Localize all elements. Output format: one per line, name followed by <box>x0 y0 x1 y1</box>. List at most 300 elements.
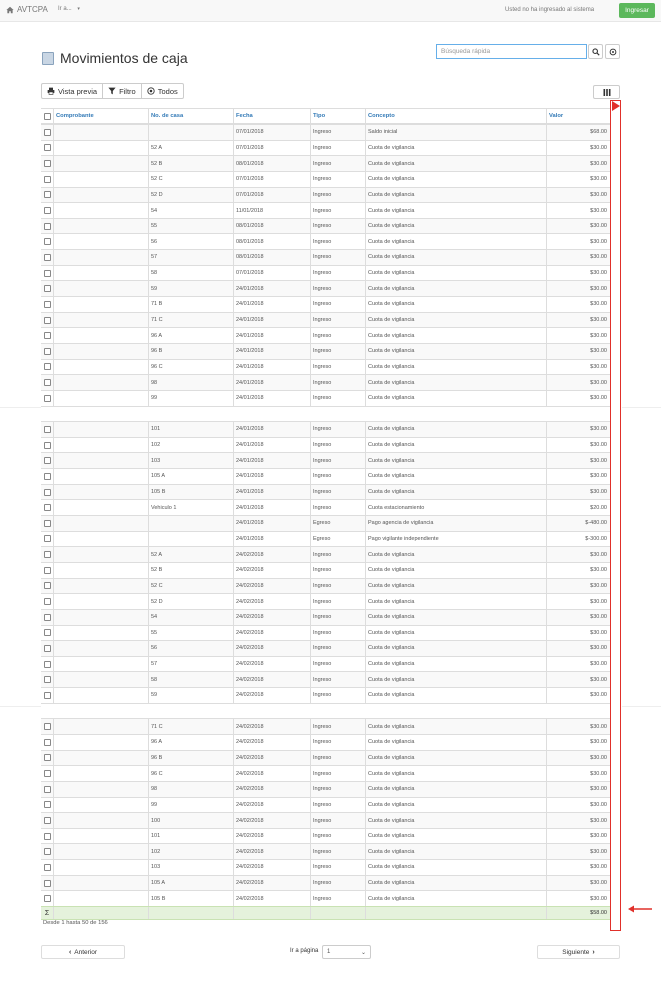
type-cell: Ingreso <box>310 250 365 265</box>
concept-cell: Cuota de vigilancia <box>365 751 546 766</box>
row-checkbox[interactable] <box>44 489 51 496</box>
value-cell: $30.00 <box>546 188 610 203</box>
filter-button[interactable] <box>102 83 142 99</box>
row-checkbox[interactable] <box>44 880 51 887</box>
table-row[interactable] <box>41 359 610 375</box>
page-select[interactable] <box>322 945 371 959</box>
table-row[interactable] <box>41 515 610 531</box>
table-row[interactable] <box>41 890 610 906</box>
value-cell: $30.00 <box>546 156 610 171</box>
table-row[interactable] <box>41 140 610 156</box>
row-select-cell[interactable] <box>41 297 53 312</box>
row-select-cell[interactable] <box>41 657 53 672</box>
print-preview-button[interactable] <box>41 83 103 99</box>
row-checkbox[interactable] <box>44 144 51 151</box>
value-cell: $30.00 <box>546 641 610 656</box>
highlight-box <box>610 100 621 931</box>
type-cell: Ingreso <box>310 813 365 828</box>
value-cell: $30.00 <box>546 375 610 390</box>
concept-cell: Cuota de vigilancia <box>365 891 546 906</box>
type-cell: Ingreso <box>310 156 365 171</box>
date-cell: 24/01/2018 <box>233 422 310 437</box>
brand-name: AVTCPA <box>17 5 48 14</box>
table-row[interactable] <box>41 797 610 813</box>
table-row[interactable] <box>41 155 610 171</box>
table-row[interactable] <box>41 499 610 515</box>
brand-link[interactable] <box>6 5 48 14</box>
date-cell: 24/02/2018 <box>233 688 310 703</box>
row-checkbox[interactable] <box>44 395 51 402</box>
date-cell: 07/01/2018 <box>233 188 310 203</box>
house-number-cell: 55 <box>148 219 233 234</box>
row-checkbox[interactable] <box>44 129 51 136</box>
type-cell: Ingreso <box>310 876 365 891</box>
comprobante-cell <box>53 250 148 265</box>
table-row[interactable] <box>41 218 610 234</box>
row-checkbox[interactable] <box>44 895 51 902</box>
table-row[interactable] <box>41 750 610 766</box>
value-cell: $30.00 <box>546 141 610 156</box>
type-cell: Ingreso <box>310 453 365 468</box>
table-row[interactable] <box>41 468 610 484</box>
concept-cell: Cuota de vigilancia <box>365 844 546 859</box>
row-select-cell[interactable] <box>41 829 53 844</box>
sum-value: $58.00 <box>546 907 610 919</box>
cash-movements-table <box>41 108 610 920</box>
summary-cell <box>233 907 310 919</box>
row-checkbox[interactable] <box>44 379 51 386</box>
comprobante-cell <box>53 219 148 234</box>
table-row[interactable] <box>41 765 610 781</box>
table-row[interactable] <box>41 546 610 562</box>
summary-cell <box>53 907 148 919</box>
row-select-cell[interactable] <box>41 563 53 578</box>
table-row[interactable] <box>41 171 610 187</box>
row-checkbox[interactable] <box>44 801 51 808</box>
row-select-cell[interactable] <box>41 610 53 625</box>
date-cell: 24/02/2018 <box>233 672 310 687</box>
row-checkbox[interactable] <box>44 254 51 261</box>
date-cell: 24/02/2018 <box>233 876 310 891</box>
value-cell: $30.00 <box>546 829 610 844</box>
row-checkbox[interactable] <box>44 426 51 433</box>
house-number-cell: 103 <box>148 453 233 468</box>
house-number-cell: 96 B <box>148 344 233 359</box>
row-checkbox[interactable] <box>44 848 51 855</box>
date-cell: 24/01/2018 <box>233 328 310 343</box>
row-checkbox[interactable] <box>44 739 51 746</box>
row-select-cell[interactable] <box>41 813 53 828</box>
column-header-concepto[interactable]: Concepto <box>365 109 546 123</box>
row-checkbox[interactable] <box>44 723 51 730</box>
row-select-cell[interactable] <box>41 219 53 234</box>
row-checkbox[interactable] <box>44 661 51 668</box>
table-row[interactable] <box>41 609 610 625</box>
column-header-valor[interactable]: Valor <box>546 109 610 123</box>
type-cell: Ingreso <box>310 844 365 859</box>
row-select-cell[interactable] <box>41 500 53 515</box>
row-select-cell[interactable] <box>41 485 53 500</box>
column-header-casa[interactable]: No. de casa <box>148 109 233 123</box>
row-checkbox[interactable] <box>44 520 51 527</box>
date-cell: 08/01/2018 <box>233 234 310 249</box>
row-select-cell[interactable] <box>41 156 53 171</box>
house-number-cell: 54 <box>148 610 233 625</box>
column-header-fecha[interactable]: Fecha <box>233 109 310 123</box>
row-checkbox[interactable] <box>44 301 51 308</box>
row-checkbox[interactable] <box>44 645 51 652</box>
previous-page-button[interactable] <box>41 945 125 959</box>
goto-menu[interactable] <box>58 6 80 12</box>
date-cell: 08/01/2018 <box>233 219 310 234</box>
type-cell: Ingreso <box>310 688 365 703</box>
table-row[interactable] <box>41 687 610 703</box>
page-select-value: 1 <box>327 949 331 955</box>
date-cell: 24/01/2018 <box>233 281 310 296</box>
house-number-cell: 52 A <box>148 547 233 562</box>
row-select-cell[interactable] <box>41 641 53 656</box>
row-checkbox[interactable] <box>44 614 51 621</box>
concept-cell: Cuota de vigilancia <box>365 563 546 578</box>
row-checkbox[interactable] <box>44 160 51 167</box>
value-cell: $30.00 <box>546 844 610 859</box>
comprobante-cell <box>53 438 148 453</box>
row-checkbox[interactable] <box>44 317 51 324</box>
login-button[interactable]: Ingresar <box>619 3 655 18</box>
value-cell: $30.00 <box>546 672 610 687</box>
row-select-cell[interactable] <box>41 782 53 797</box>
type-cell: Ingreso <box>310 141 365 156</box>
row-select-cell[interactable] <box>41 172 53 187</box>
value-cell: $30.00 <box>546 547 610 562</box>
row-select-cell[interactable] <box>41 860 53 875</box>
row-checkbox[interactable] <box>44 864 51 871</box>
table-row[interactable] <box>41 249 610 265</box>
table-row[interactable] <box>41 734 610 750</box>
concept-cell: Pago agencia de vigilancia <box>365 516 546 531</box>
row-select-cell[interactable] <box>41 203 53 218</box>
row-select-cell[interactable] <box>41 313 53 328</box>
separator-line <box>622 407 661 408</box>
concept-cell: Cuota de vigilancia <box>365 422 546 437</box>
date-cell: 07/01/2018 <box>233 266 310 281</box>
comprobante-cell <box>53 234 148 249</box>
row-select-cell[interactable] <box>41 469 53 484</box>
row-checkbox[interactable] <box>44 582 51 589</box>
table-row[interactable] <box>41 593 610 609</box>
concept-cell: Cuota de vigilancia <box>365 657 546 672</box>
table-row[interactable] <box>41 265 610 281</box>
select-all-cell[interactable] <box>41 109 53 123</box>
comprobante-cell <box>53 751 148 766</box>
house-number-cell <box>148 532 233 547</box>
concept-cell: Cuota de vigilancia <box>365 641 546 656</box>
table-row[interactable] <box>41 671 610 687</box>
row-checkbox[interactable] <box>44 238 51 245</box>
row-checkbox[interactable] <box>44 285 51 292</box>
date-cell: 24/01/2018 <box>233 438 310 453</box>
comprobante-cell <box>53 516 148 531</box>
row-checkbox[interactable] <box>44 770 51 777</box>
table-row[interactable] <box>41 531 610 547</box>
row-select-cell[interactable] <box>41 141 53 156</box>
column-header-tipo[interactable]: Tipo <box>310 109 365 123</box>
row-checkbox[interactable] <box>44 191 51 198</box>
settings-icon <box>609 48 617 56</box>
table-row[interactable] <box>41 875 610 891</box>
row-checkbox[interactable] <box>44 442 51 449</box>
marker-triangle-icon <box>612 101 620 111</box>
type-cell: Ingreso <box>310 125 365 140</box>
value-cell: $30.00 <box>546 234 610 249</box>
date-cell: 24/01/2018 <box>233 297 310 312</box>
row-select-cell[interactable] <box>41 125 53 140</box>
type-cell: Egreso <box>310 516 365 531</box>
row-select-cell[interactable] <box>41 281 53 296</box>
house-number-cell: 52 B <box>148 156 233 171</box>
concept-cell: Cuota de vigilancia <box>365 735 546 750</box>
concept-cell: Pago vigilante independiente <box>365 532 546 547</box>
comprobante-cell <box>53 735 148 750</box>
table-row[interactable] <box>41 656 610 672</box>
date-cell: 07/01/2018 <box>233 141 310 156</box>
comprobante-cell <box>53 798 148 813</box>
row-select-cell[interactable] <box>41 422 53 437</box>
concept-cell: Cuota de vigilancia <box>365 453 546 468</box>
row-select-cell[interactable] <box>41 516 53 531</box>
table-row[interactable] <box>41 578 610 594</box>
table-row[interactable] <box>41 828 610 844</box>
row-select-cell[interactable] <box>41 391 53 406</box>
row-checkbox[interactable] <box>44 754 51 761</box>
table-row[interactable] <box>41 421 610 437</box>
row-checkbox[interactable] <box>44 551 51 558</box>
date-cell: 24/01/2018 <box>233 453 310 468</box>
row-checkbox[interactable] <box>44 598 51 605</box>
type-cell: Egreso <box>310 532 365 547</box>
concept-cell: Cuota de vigilancia <box>365 626 546 641</box>
table-row[interactable] <box>41 187 610 203</box>
house-number-cell: 52 A <box>148 141 233 156</box>
separator-line <box>0 407 41 408</box>
value-cell: $30.00 <box>546 203 610 218</box>
type-cell: Ingreso <box>310 360 365 375</box>
table-row[interactable] <box>41 843 610 859</box>
advanced-search-button[interactable] <box>605 44 620 59</box>
row-checkbox[interactable] <box>44 676 51 683</box>
concept-cell: Cuota de vigilancia <box>365 297 546 312</box>
row-select-cell[interactable] <box>41 188 53 203</box>
row-checkbox[interactable] <box>44 473 51 480</box>
comprobante-cell <box>53 688 148 703</box>
column-header-comprobante[interactable]: Comprobante <box>53 109 148 123</box>
value-cell: $30.00 <box>546 579 610 594</box>
column-chooser-button[interactable] <box>593 85 620 99</box>
house-number-cell: 52 C <box>148 172 233 187</box>
house-number-cell: 102 <box>148 438 233 453</box>
row-select-cell[interactable] <box>41 844 53 859</box>
house-number-cell: 59 <box>148 281 233 296</box>
type-cell: Ingreso <box>310 782 365 797</box>
row-select-cell[interactable] <box>41 547 53 562</box>
type-cell: Ingreso <box>310 266 365 281</box>
house-number-cell: 96 C <box>148 766 233 781</box>
row-select-cell[interactable] <box>41 375 53 390</box>
quick-search-input[interactable] <box>436 44 587 59</box>
filter-icon <box>108 87 116 95</box>
comprobante-cell <box>53 782 148 797</box>
row-select-cell[interactable] <box>41 735 53 750</box>
table-row[interactable] <box>41 312 610 328</box>
row-select-cell[interactable] <box>41 626 53 641</box>
sum-symbol: Σ <box>44 909 50 917</box>
row-select-cell[interactable] <box>41 344 53 359</box>
row-checkbox[interactable] <box>44 817 51 824</box>
type-cell: Ingreso <box>310 657 365 672</box>
table-row[interactable] <box>41 562 610 578</box>
house-number-cell: 71 B <box>148 297 233 312</box>
search-button[interactable] <box>588 44 603 59</box>
concept-cell: Cuota de vigilancia <box>365 547 546 562</box>
comprobante-cell <box>53 579 148 594</box>
row-select-cell[interactable] <box>41 360 53 375</box>
table-row[interactable] <box>41 202 610 218</box>
table-row[interactable] <box>41 812 610 828</box>
table-row[interactable] <box>41 640 610 656</box>
row-checkbox[interactable] <box>44 692 51 699</box>
row-select-cell[interactable] <box>41 891 53 906</box>
table-row[interactable] <box>41 437 610 453</box>
table-row[interactable] <box>41 390 610 406</box>
next-page-button[interactable] <box>537 945 620 959</box>
row-checkbox[interactable] <box>44 332 51 339</box>
date-cell: 24/02/2018 <box>233 844 310 859</box>
table-row[interactable] <box>41 296 610 312</box>
date-cell: 24/02/2018 <box>233 891 310 906</box>
page-title: Movimientos de caja <box>60 50 188 66</box>
value-cell: $30.00 <box>546 813 610 828</box>
concept-cell: Cuota de vigilancia <box>365 688 546 703</box>
value-cell: $30.00 <box>546 313 610 328</box>
row-select-cell[interactable] <box>41 594 53 609</box>
row-checkbox[interactable] <box>44 629 51 636</box>
pager-info: Desde 1 hasta 50 de 156 <box>43 920 108 926</box>
comprobante-cell <box>53 500 148 515</box>
row-checkbox[interactable] <box>44 786 51 793</box>
date-cell: 24/02/2018 <box>233 657 310 672</box>
show-all-button[interactable] <box>141 83 184 99</box>
table-header <box>41 108 610 124</box>
left-arrow-icon <box>628 905 652 913</box>
table-row[interactable] <box>41 280 610 296</box>
value-cell: $30.00 <box>546 360 610 375</box>
value-cell: $30.00 <box>546 719 610 734</box>
row-checkbox[interactable] <box>44 567 51 574</box>
table-row[interactable] <box>41 343 610 359</box>
row-checkbox[interactable] <box>44 833 51 840</box>
table-row[interactable] <box>41 625 610 641</box>
row-checkbox[interactable] <box>44 176 51 183</box>
row-checkbox[interactable] <box>44 270 51 277</box>
value-cell: $30.00 <box>546 297 610 312</box>
table-row[interactable] <box>41 124 610 140</box>
table-row[interactable] <box>41 718 610 734</box>
row-select-cell[interactable] <box>41 688 53 703</box>
row-checkbox[interactable] <box>44 457 51 464</box>
table-row[interactable] <box>41 452 610 468</box>
row-checkbox[interactable] <box>44 363 51 370</box>
goto-menu-label: Ir a... <box>58 6 72 12</box>
row-select-cell[interactable] <box>41 250 53 265</box>
table-row[interactable] <box>41 374 610 390</box>
value-cell: $68.00 <box>546 125 610 140</box>
comprobante-cell <box>53 281 148 296</box>
row-checkbox[interactable] <box>44 535 51 542</box>
row-select-cell[interactable] <box>41 453 53 468</box>
concept-cell: Cuota de vigilancia <box>365 469 546 484</box>
row-select-cell[interactable] <box>41 234 53 249</box>
row-select-cell[interactable] <box>41 266 53 281</box>
row-checkbox[interactable] <box>44 223 51 230</box>
summary-cell <box>148 907 233 919</box>
table-row[interactable] <box>41 781 610 797</box>
summary-cell <box>365 907 546 919</box>
row-select-cell[interactable] <box>41 579 53 594</box>
row-select-cell[interactable] <box>41 438 53 453</box>
concept-cell: Cuota de vigilancia <box>365 203 546 218</box>
comprobante-cell <box>53 626 148 641</box>
table-row[interactable] <box>41 484 610 500</box>
columns-icon <box>603 89 611 96</box>
house-number-cell: 101 <box>148 829 233 844</box>
row-select-cell[interactable] <box>41 766 53 781</box>
type-cell: Ingreso <box>310 438 365 453</box>
table-row[interactable] <box>41 233 610 249</box>
row-checkbox[interactable] <box>44 348 51 355</box>
row-select-cell[interactable] <box>41 751 53 766</box>
row-select-cell[interactable] <box>41 719 53 734</box>
house-number-cell: 52 D <box>148 594 233 609</box>
row-select-cell[interactable] <box>41 328 53 343</box>
navbar <box>0 0 661 22</box>
value-cell: $30.00 <box>546 438 610 453</box>
date-cell: 24/02/2018 <box>233 782 310 797</box>
row-select-cell[interactable] <box>41 876 53 891</box>
comprobante-cell <box>53 422 148 437</box>
type-cell: Ingreso <box>310 610 365 625</box>
table-row[interactable] <box>41 859 610 875</box>
select-all-checkbox[interactable] <box>44 113 51 120</box>
row-select-cell[interactable] <box>41 532 53 547</box>
concept-cell: Cuota de vigilancia <box>365 485 546 500</box>
row-checkbox[interactable] <box>44 207 51 214</box>
row-checkbox[interactable] <box>44 504 51 511</box>
comprobante-cell <box>53 156 148 171</box>
house-number-cell: 102 <box>148 844 233 859</box>
show-all-icon <box>147 87 155 95</box>
caret-down-icon: ▾ <box>77 6 80 12</box>
date-cell: 24/01/2018 <box>233 500 310 515</box>
concept-cell: Cuota de vigilancia <box>365 141 546 156</box>
comprobante-cell <box>53 391 148 406</box>
type-cell: Ingreso <box>310 735 365 750</box>
row-select-cell[interactable] <box>41 672 53 687</box>
row-select-cell[interactable] <box>41 798 53 813</box>
type-cell: Ingreso <box>310 188 365 203</box>
table-row[interactable] <box>41 327 610 343</box>
date-cell: 24/02/2018 <box>233 719 310 734</box>
house-number-cell: 54 <box>148 203 233 218</box>
